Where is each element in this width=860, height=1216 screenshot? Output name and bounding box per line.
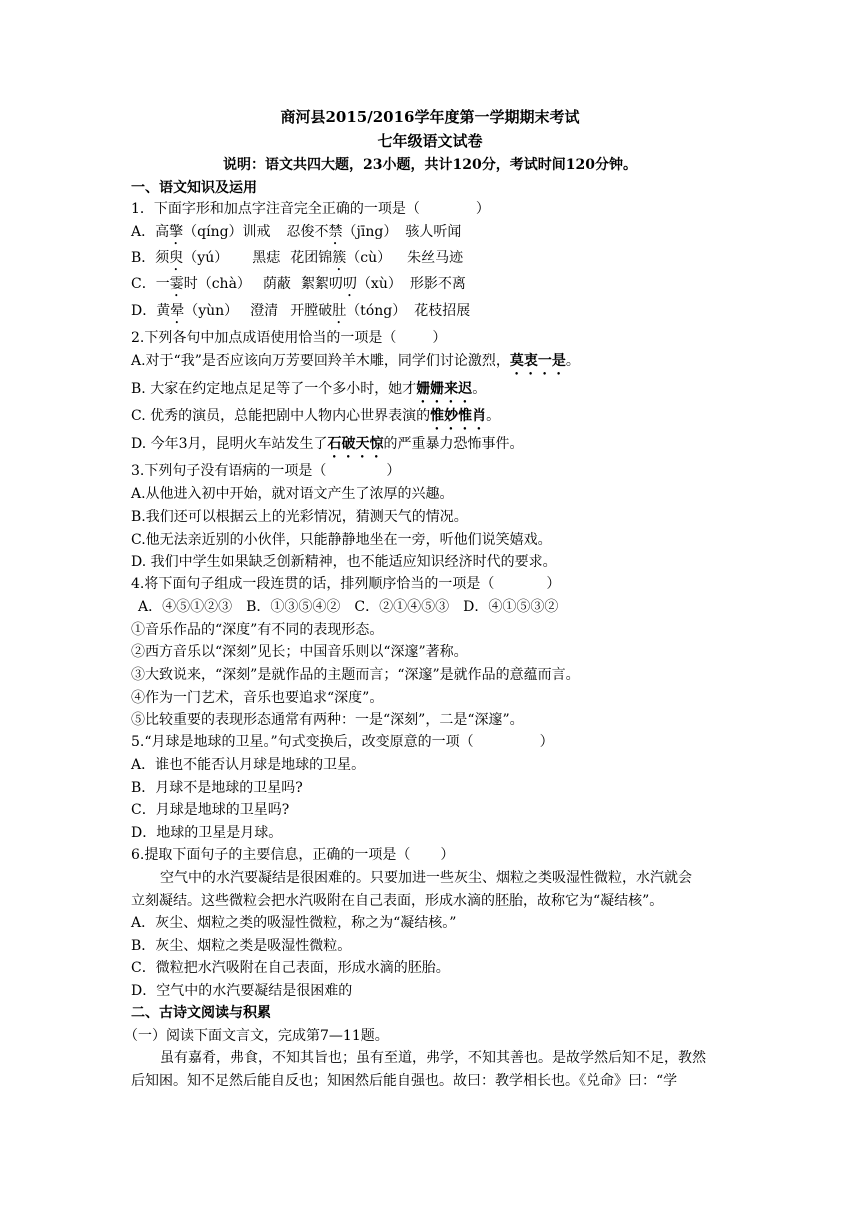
q6-passage-line-1: 空气中的水汽要凝结是很困难的。只要加进一些灰尘、烟粒之类吸湿性微粒，水汽就会	[160, 870, 692, 886]
q2-option-b: B. 大家在约定地点足足等了一个多小时，她才姗姗来迟。	[131, 381, 487, 397]
exam-note: 说明：语文共四大题，23小题，共计120分，考试时间120分钟。	[223, 157, 637, 173]
q5-option-b: B．月球不是地球的卫星吗?	[131, 780, 303, 796]
classical-passage-line-1: 虽有嘉肴，弗食，不知其旨也；虽有至道，弗学，不知其善也。是故学然后知不足，教然	[160, 1050, 706, 1066]
q1-option-d: D．黄晕（yùn） 澄清 开膛破肚（tóng） 花枝招展	[131, 303, 471, 319]
q6-option-d: D．空气中的水汽要凝结是很困难的	[131, 983, 353, 999]
q6-passage-line-2: 立刻凝结。这些微粒会把水汽吸附在自己表面，形成水滴的胚胎，故称它为“凝结核”。	[131, 893, 664, 909]
classical-passage-line-2: 后知困。知不足然后能自反也；知困然后能自强也。故曰：教学相长也。《兑命》曰：“学	[131, 1073, 678, 1089]
q2-option-c: C. 优秀的演员，总能把剧中人物内心世界表演的惟妙惟肖。	[131, 408, 501, 424]
q4-sentence-1: ①音乐作品的“深度”有不同的表现形态。	[131, 622, 384, 638]
q2-option-d: D. 今年3月，昆明火车站发生了石破天惊的严重暴力恐怖事件。	[131, 436, 524, 452]
q4-options: A．④⑤①②③ B．①③⑤④② C．②①④⑤③ D．④①⑤③②	[138, 599, 559, 615]
exam-title: 商河县2015/2016学年度第一学期期末考试	[280, 108, 580, 126]
q6-option-a: A．灰尘、烟粒之类的吸湿性微粒，称之为“凝结核。”	[131, 915, 457, 931]
q6-stem: 6.提取下面句子的主要信息，正确的一项是（ ）	[131, 847, 455, 863]
section-2-intro: （一）阅读下面文言文，完成第7—11题。	[124, 1028, 389, 1044]
q6-option-b: B．灰尘、烟粒之类是吸湿性微粒。	[131, 938, 352, 954]
q2-option-a: A.对于“我”是否应该向万芳要回羚羊木雕，同学们讨论激烈，莫衷一是。	[131, 353, 580, 369]
q1-stem: 1．下面字形和加点字注音完全正确的一项是（ ）	[131, 201, 490, 217]
q1-option-a: A．高擎（qíng）训戒 忍俊不禁（jīng） 骇人听闻	[131, 224, 462, 240]
q4-sentence-3: ③大致说来，“深刻”是就作品的主题而言；“深邃”是就作品的意蕴而言。	[131, 667, 580, 683]
q6-option-c: C．微粒把水汽吸附在自己表面，形成水滴的胚胎。	[131, 960, 450, 976]
q2-stem: 2.下列各句中加点成语使用恰当的一项是（ ）	[131, 330, 447, 346]
q3-option-a: A.从他进入初中开始，就对语文产生了浓厚的兴趣。	[131, 486, 454, 502]
q3-stem: 3.下列句子没有语病的一项是（ ）	[131, 463, 401, 479]
section-1-heading: 一、语文知识及运用	[131, 180, 257, 196]
q4-sentence-5: ⑤比较重要的表现形态通常有两种：一是“深刻”，二是“深邃”。	[131, 712, 524, 728]
q5-option-c: C．月球是地球的卫星吗?	[131, 802, 290, 818]
q3-option-b: B.我们还可以根据云上的光彩情况，猜测天气的情况。	[131, 509, 468, 525]
q1-option-c: C．一霎时（chà） 荫蔽 絮絮叨叨（xù） 形影不离	[131, 276, 466, 292]
section-2-heading: 二、古诗文阅读与积累	[131, 1005, 271, 1021]
q5-stem: 5.“月球是地球的卫星。”句式变换后，改变原意的一项（ ）	[131, 734, 554, 750]
q1-option-b: B．须臾（yú） 黑痣 花团锦簇（cù） 朱丝马迹	[131, 250, 464, 266]
q3-option-d: D. 我们中学生如果缺乏创新精神，也不能适应知识经济时代的要求。	[131, 554, 557, 570]
q4-sentence-2: ②西方音乐以“深刻”见长；中国音乐则以“深邃”著称。	[131, 644, 468, 660]
q4-sentence-4: ④作为一门艺术，音乐也要追求“深度”。	[131, 690, 384, 706]
q4-stem: 4.将下面句子组成一段连贯的话，排列顺序恰当的一项是（ ）	[131, 576, 561, 592]
q3-option-c: C.他无法亲近别的小伙伴，只能静静地坐在一旁，听他们说笑嬉戏。	[131, 532, 552, 548]
q5-option-a: A．谁也不能否认月球是地球的卫星。	[131, 757, 366, 773]
q5-option-d: D．地球的卫星是月球。	[131, 825, 283, 841]
exam-subtitle: 七年级语文试卷	[377, 132, 483, 150]
